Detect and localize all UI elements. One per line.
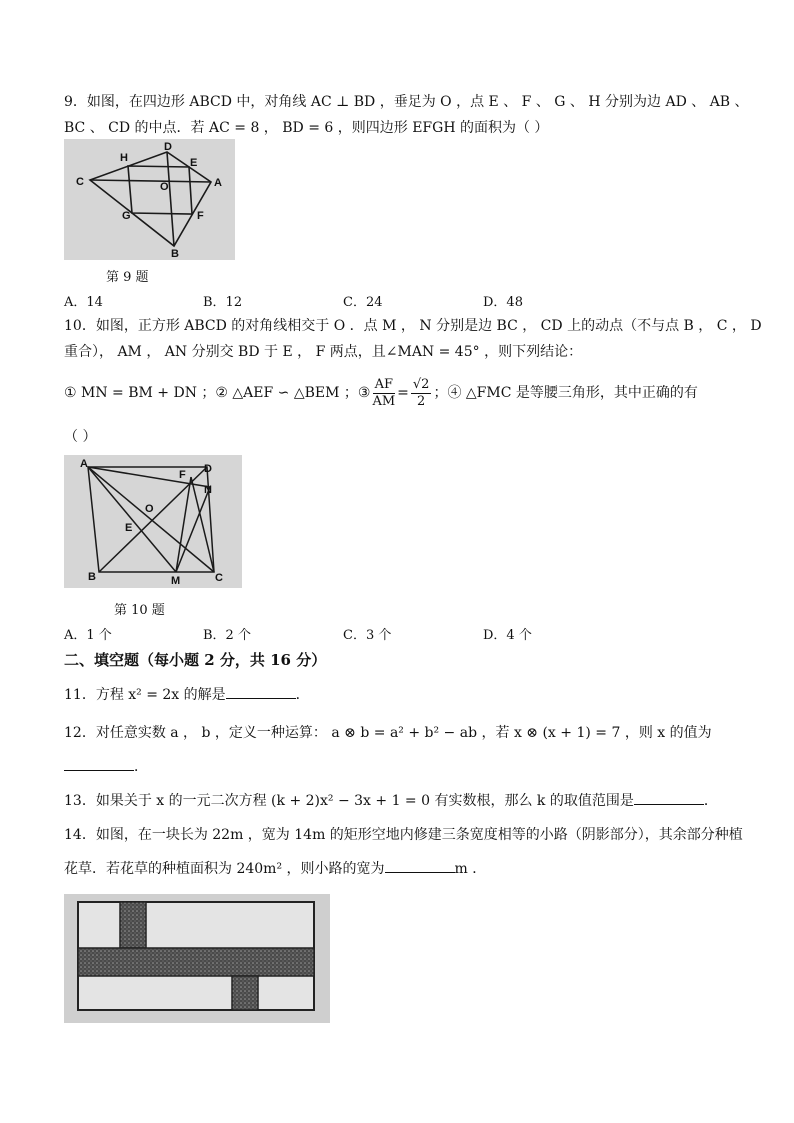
q11-text: [64, 684, 310, 705]
label-d: D: [204, 463, 212, 475]
label-f: F: [197, 210, 204, 222]
fraction-root2-over-2: [411, 377, 432, 410]
fraction-numerator: AF: [374, 376, 394, 392]
q9-text-line2: BC 、 CD 的中点．若 AC = 8 ， BD = 6 ，则四边形 EFGH 的面积为（ ）: [64, 120, 549, 136]
q14-unit: m ．: [454, 861, 487, 877]
label-o: O: [160, 181, 169, 193]
q9-figure: [64, 139, 235, 260]
q9-caption: 第 9 题: [106, 270, 149, 285]
q14-answer-blank[interactable]: [385, 858, 455, 873]
q10-option-c: C．3 个: [343, 628, 392, 643]
q14-text-line2: [64, 858, 486, 879]
q10-text-line2: 重合）， AM ， AN 分别交 BD 于 E ， F 两点，且∠MAN = 45° ，则下列结论：: [64, 344, 583, 360]
q10-figure: [64, 455, 242, 588]
q9-option-d: D．48: [483, 295, 523, 310]
q14-figure: [64, 894, 330, 1023]
q9-options: [64, 291, 764, 311]
q13-text: [64, 790, 718, 811]
equals-sign: =: [397, 385, 409, 401]
q10-text-line3: [64, 373, 698, 413]
section-heading: 二、填空题（每小题 2 分，共 16 分）: [64, 651, 327, 669]
q10-text-line1: 10．如图，正方形 ABCD 的对角线相交于 O ．点 M ， N 分别是边 BC ， CD 上的动点（不与点 B ， C ， D: [64, 318, 762, 334]
label-f: F: [179, 469, 186, 481]
fraction2-numerator: √2: [412, 376, 430, 392]
q9-quadrilateral-diagram: [64, 139, 235, 260]
label-c: C: [215, 572, 223, 584]
label-a: A: [80, 458, 88, 470]
label-a: A: [214, 177, 222, 189]
q10-statements-part2: ；④ △FMC 是等腰三角形，其中正确的有: [433, 385, 698, 401]
q12-text: 12．对任意实数 a ， b ，定义一种运算： a ⊗ b = a² + b² − ab ，若 x ⊗ (x + 1) = 7 ，则 x 的值为: [64, 725, 712, 741]
label-m: M: [171, 575, 181, 587]
q9-text-line1: 9．如图，在四边形 ABCD 中，对角线 AC ⊥ BD ，垂足为 O ，点 E 、 F 、 G 、 H 分别为边 AD 、 AB 、: [64, 94, 749, 110]
q11-stem: 11．方程 x² = 2x 的解是: [64, 687, 226, 703]
q14-text-line1: 14．如图，在一块长为 22m ，宽为 14m 的矩形空地内修建三条宽度相等的小路（阴影部分），其余部分种植: [64, 827, 743, 843]
q13-period: ．: [703, 793, 718, 809]
q9-option-b: B．12: [203, 295, 243, 310]
vertical-path-bottom: [232, 976, 258, 1010]
q9-option-a: A．14: [64, 295, 103, 310]
q13-answer-blank[interactable]: [634, 790, 704, 805]
q12-answer-line: [64, 756, 148, 777]
label-e: E: [125, 522, 133, 534]
vertical-path-top: [120, 902, 146, 948]
q10-statements-part1: ① MN = BM + DN ；② △AEF ∽ △BEM ；③: [64, 385, 371, 401]
q11-period: ．: [295, 687, 310, 703]
line-mf: [176, 477, 191, 572]
label-c: C: [76, 176, 84, 188]
diagonal-ac: [90, 180, 211, 182]
fraction-af-over-am: [372, 377, 395, 410]
q12-answer-blank[interactable]: [64, 756, 134, 771]
q10-option-a: A．1 个: [64, 628, 112, 643]
q10-caption: 第 10 题: [114, 603, 165, 618]
q12-period: ．: [134, 759, 148, 775]
label-g: G: [122, 210, 131, 222]
label-e: E: [190, 157, 198, 169]
label-o: O: [145, 503, 154, 515]
q10-option-b: B．2 个: [203, 628, 251, 643]
q10-square-diagram: [64, 455, 242, 588]
q13-stem: 13．如果关于 x 的一元二次方程 (k + 2)x² − 3x + 1 = 0 有实数根，那么 k 的取值范围是: [64, 793, 634, 809]
horizontal-path: [78, 948, 314, 976]
fraction-denominator: AM: [372, 393, 396, 409]
line-am: [88, 467, 176, 572]
diagonal-ac: [88, 467, 214, 572]
label-h: H: [120, 152, 128, 164]
q14-garden-diagram: [64, 894, 330, 1023]
q10-answer-bracket: （ ）: [64, 429, 97, 445]
q11-answer-blank[interactable]: [226, 684, 296, 699]
q9-option-c: C．24: [343, 295, 383, 310]
label-b: B: [171, 248, 179, 260]
line-mn: [176, 487, 210, 572]
q14-stem: 花草．若花草的种植面积为 240m² ，则小路的宽为: [64, 861, 385, 877]
label-b: B: [88, 571, 96, 583]
label-d: D: [164, 141, 172, 153]
fraction2-denominator: 2: [417, 393, 426, 409]
label-n: N: [204, 484, 212, 496]
q10-options: [64, 624, 764, 644]
q10-option-d: D．4 个: [483, 628, 532, 643]
